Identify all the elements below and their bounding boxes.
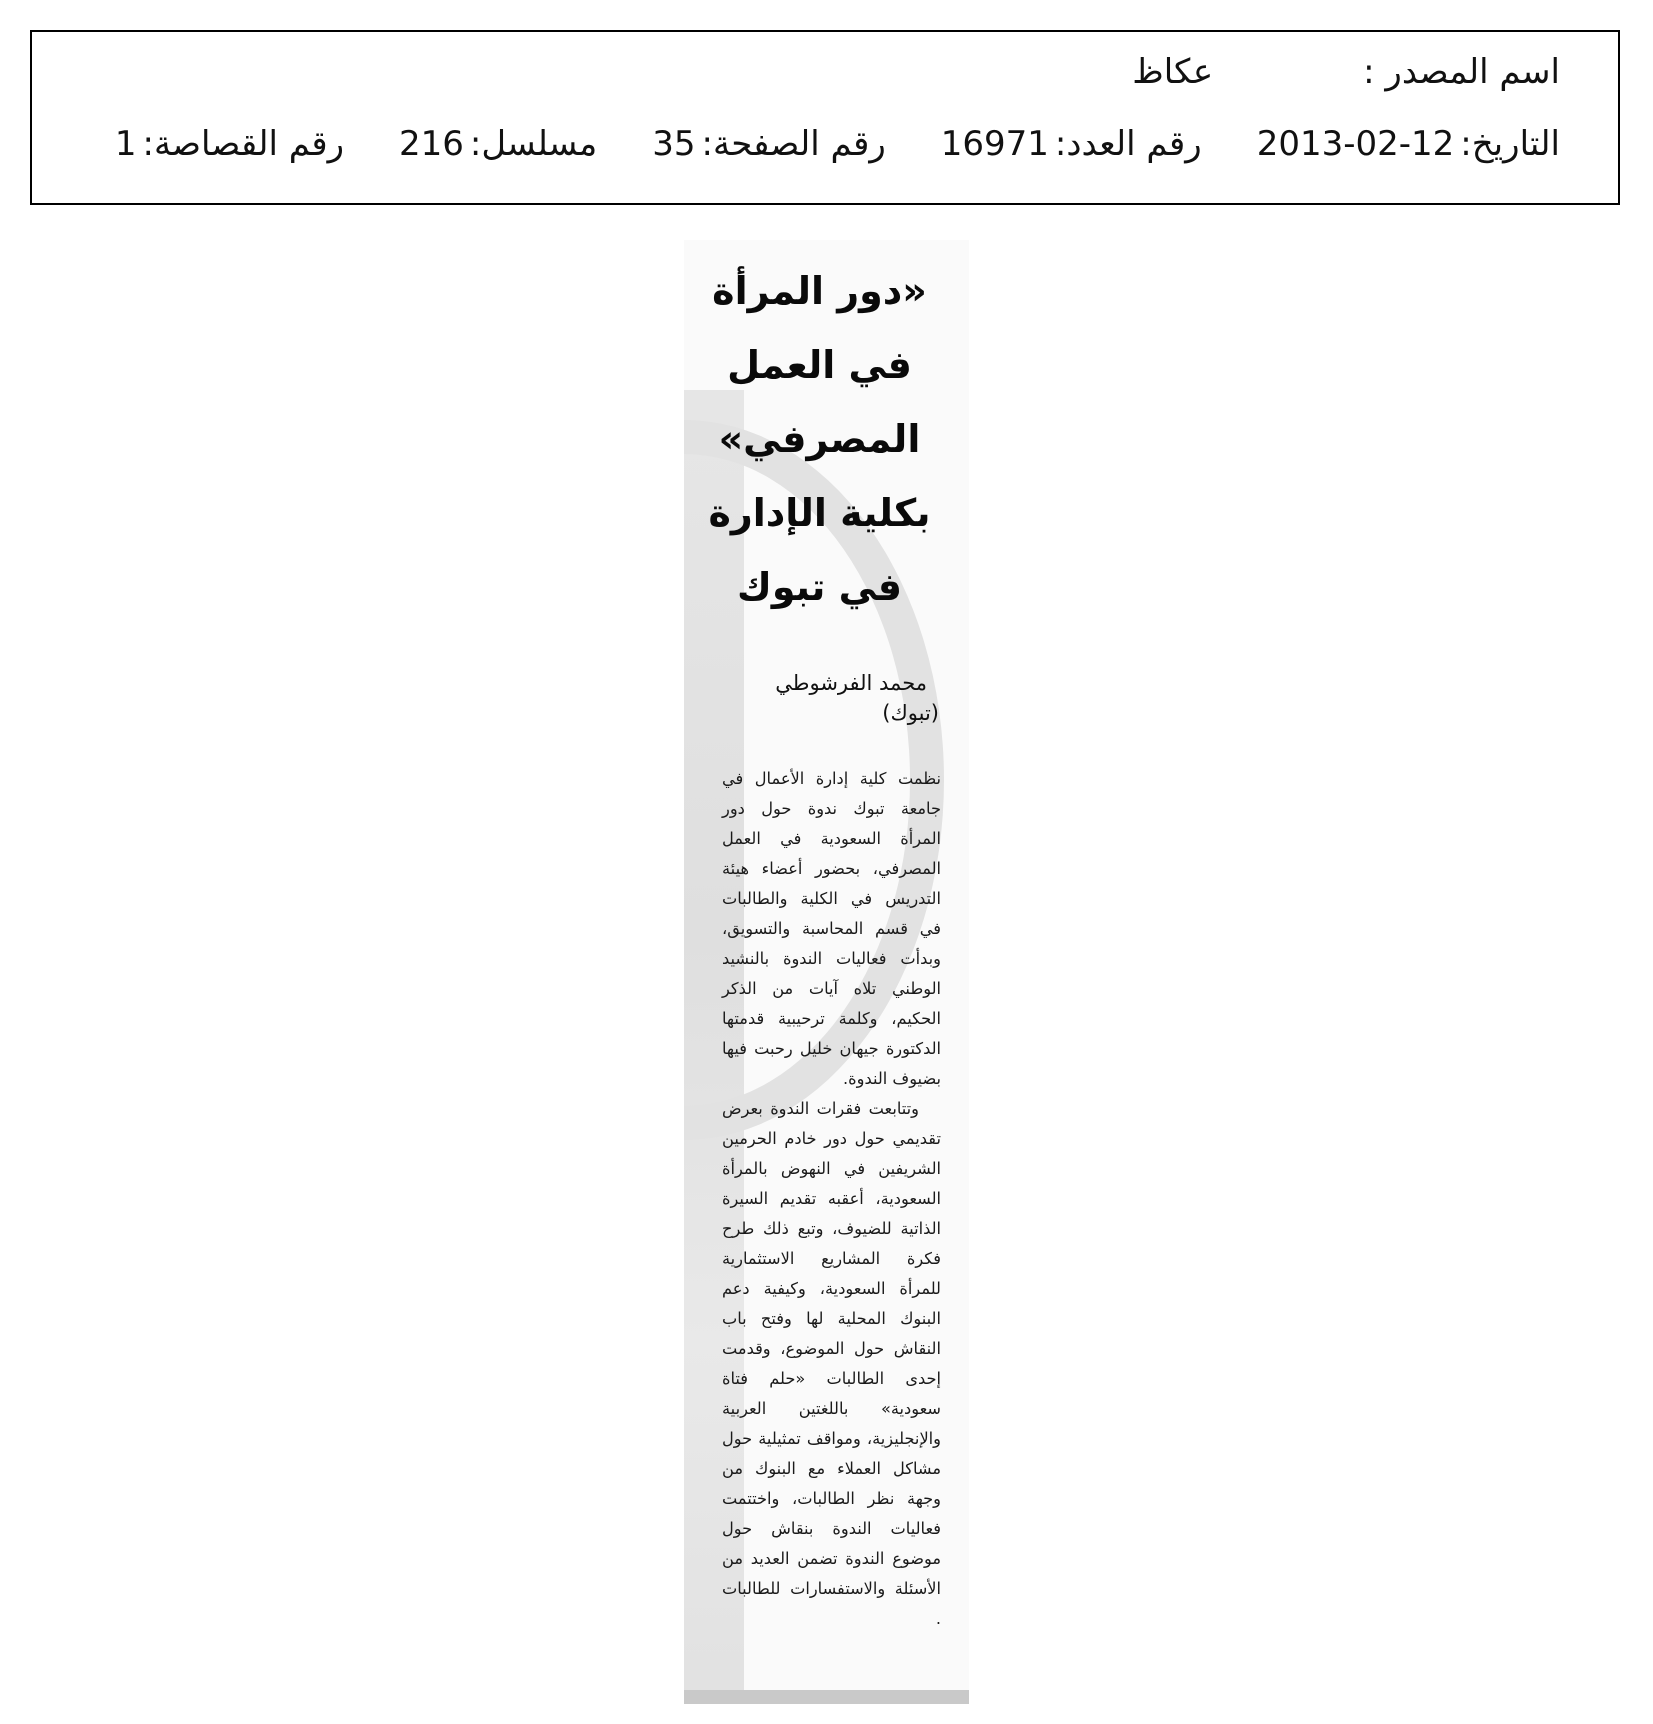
article-paragraph-1: نظمت كلية إدارة الأعمال في جامعة تبوك ندوة حول دور المرأة السعودية في العمل المصرفي، بحضور أعضاء هيئة التدريس في الكلية والطالبات في قسم المحاسبة والتسويق، وبدأت فعاليات الندوة بالنشيد الوطني تلاه آيات من الذكر الحكيم، وكلمة ترحيبية قدمتها الدكتورة جيهان خليل رحبت فيها بضيوف الندوة. [722, 769, 941, 1088]
article-author: محمد الفرشوطي [775, 671, 927, 695]
article-headline: «دور المرأة في العمل المصرفي» بكلية الإدارة في تبوك [708, 269, 931, 609]
source-metadata-box [30, 30, 1620, 205]
clipping-bottom-edge [684, 1690, 969, 1704]
newspaper-clipping [684, 240, 969, 1704]
date-field [1257, 124, 1560, 164]
issue-value: 16971 [940, 124, 1049, 164]
date-label: التاريخ: [1460, 124, 1560, 164]
source-value: عكاظ [1132, 52, 1214, 92]
source-row [1132, 52, 1560, 92]
article-byline [704, 668, 939, 728]
details-row [115, 124, 1560, 164]
article-body [722, 764, 941, 1634]
page-label: رقم الصفحة: [701, 124, 886, 164]
issue-label: رقم العدد: [1054, 124, 1202, 164]
serial-value: 216 [399, 124, 464, 164]
date-value: 2013-02-12 [1256, 124, 1455, 164]
clip-field [115, 124, 344, 164]
serial-field [399, 124, 597, 164]
article-paragraph-2: وتتابعت فقرات الندوة بعرض تقديمي حول دور خادم الحرمين الشريفين في النهوض بالمرأة السعودية، أعقبه تقديم السيرة الذاتية للضيوف، وتبع ذلك طرح فكرة المشاريع الاستثمارية للمرأة السعودية، وكيفية دعم البنوك المحلية لها وفتح باب النقاش حول الموضوع، وقدمت إحدى الطالبات «حلم فتاة سعودية» باللغتين العربية والإنجليزية، ومواقف تمثيلية حول مشاكل العملاء مع البنوك من وجهة نظر الطالبات، واختتمت فعاليات الندوة بنقاش حول موضوع الندوة تضمن العديد من الأسئلة والاستفسارات للطالبات . [722, 1099, 941, 1628]
clip-value: 1 [114, 124, 137, 164]
page-field [652, 124, 886, 164]
serial-label: مسلسل: [469, 124, 598, 164]
clip-label: رقم القصاصة: [142, 124, 344, 164]
article-location: (تبوك) [882, 701, 939, 725]
source-label: اسم المصدر : [1363, 52, 1560, 92]
page-value: 35 [652, 124, 696, 164]
issue-field [941, 124, 1202, 164]
